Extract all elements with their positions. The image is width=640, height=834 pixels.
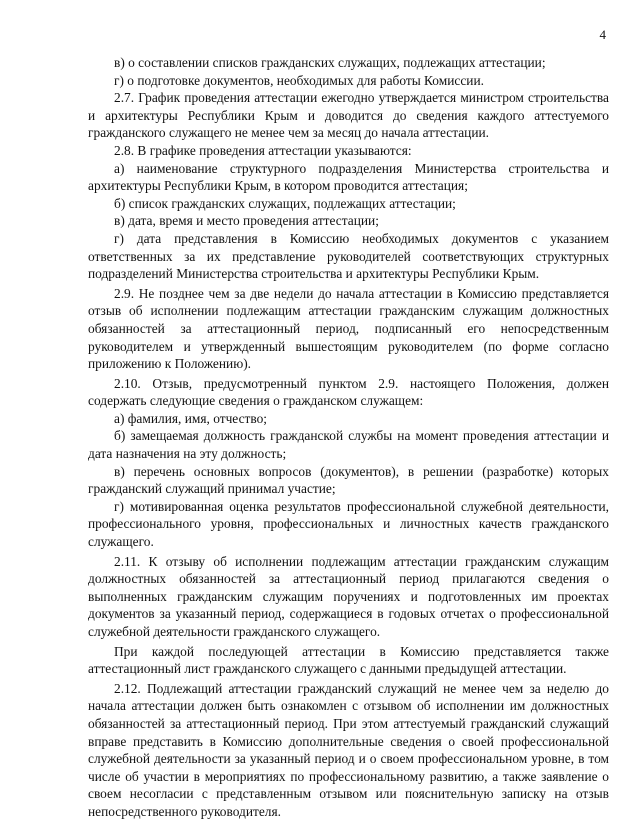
paragraph-2-8-b: б) список гражданских служащих, подлежащих аттестации;	[114, 195, 456, 211]
page-number: 4	[599, 27, 606, 42]
paragraph-2-8-v: в) дата, время и место проведения аттестации;	[114, 213, 379, 229]
paragraph-2-10: 2.10. Отзыв, предусмотренный пунктом 2.9. настоящего Положения, должен содержать следующие сведения о гражданском служащем:	[88, 375, 609, 409]
paragraph-2-7: 2.7. График проведения аттестации ежегодно утверждается министром строительства и архитектуры Республики Крым и доводится до сведения каждого аттестуемого гражданского служащего не менее чем за месяц до начала аттестации.	[88, 90, 609, 141]
paragraph-2-11: 2.11. К отзыву об исполнении подлежащим аттестации гражданским служащим должностных обязанностей за аттестационный период прилагаются сведения о выполненных гражданским служащим поручениях и подготовленных им проектах документов за указанный период, содержащиеся в годовых отчетах о профессиональной служебной деятельности гражданского служащего.	[88, 553, 609, 639]
paragraph-2-9: 2.9. Не позднее чем за две недели до начала аттестации в Комиссию представляется отзыв об исполнении подлежащим аттестации гражданским служащим должностных обязанностей за аттестационный период, подписанный его непосредственным руководителем и утвержденный вышестоящим руководителем (по форме согласно приложению к Положению).	[88, 285, 609, 372]
paragraph-2-8: 2.8. В графике проведения аттестации указываются:	[114, 142, 412, 158]
paragraph-2-10-g: г) мотивированная оценка результатов профессиональной служебной деятельности, профессионального уровня, профессиональных и личностных качеств гражданского служащего.	[88, 498, 609, 550]
paragraph-2-8-a: а) наименование структурного подразделения Министерства строительства и архитектуры Республики Крым, в котором проводится аттестация;	[88, 160, 609, 194]
paragraph-list-item-g: г) о подготовке документов, необходимых для работы Комиссии.	[114, 72, 484, 88]
paragraph-list-item-v: в) о составлении списков гражданских служащих, подлежащих аттестации;	[114, 55, 546, 70]
paragraph-2-10-b: б) замещаемая должность гражданской службы на момент проведения аттестации и дата назначения на эту должность;	[88, 428, 609, 462]
paragraph-2-10-a: а) фамилия, имя, отчество;	[114, 410, 268, 426]
paragraph-2-12: 2.12. Подлежащий аттестации гражданский служащий не менее чем за неделю до начала аттестации должен быть ознакомлен с отзывом об исполнении им должностных обязанностей за аттестационный период. При этом аттестуемый гражданский служащий вправе представить в Комиссию дополнительные сведения о своей профессиональной служебной деятельности за указанный период и о своем профессиональном уровне, в том числе об участии в мероприятиях по профессиональному развитию, а также заявление о своем несогласии с представленным отзывом или пояснительную записку на отзыв непосредственного руководителя.	[88, 680, 609, 819]
paragraph-2-10-v: в) перечень основных вопросов (документов), в решении (разработке) которых гражданский служащий принимал участие;	[88, 463, 609, 497]
document-body	[88, 54, 609, 821]
paragraph-subsequent-attestation: При каждой последующей аттестации в Комиссию представляется также аттестационный лист гражданского служащего с данными предыдущей аттестации.	[88, 643, 609, 677]
paragraph-2-8-g: г) дата представления в Комиссию необходимых документов с указанием ответственных за их представление руководителей соответствующих структурных подразделений Министерства строительства и архитектуры Республики Крым.	[88, 230, 609, 282]
